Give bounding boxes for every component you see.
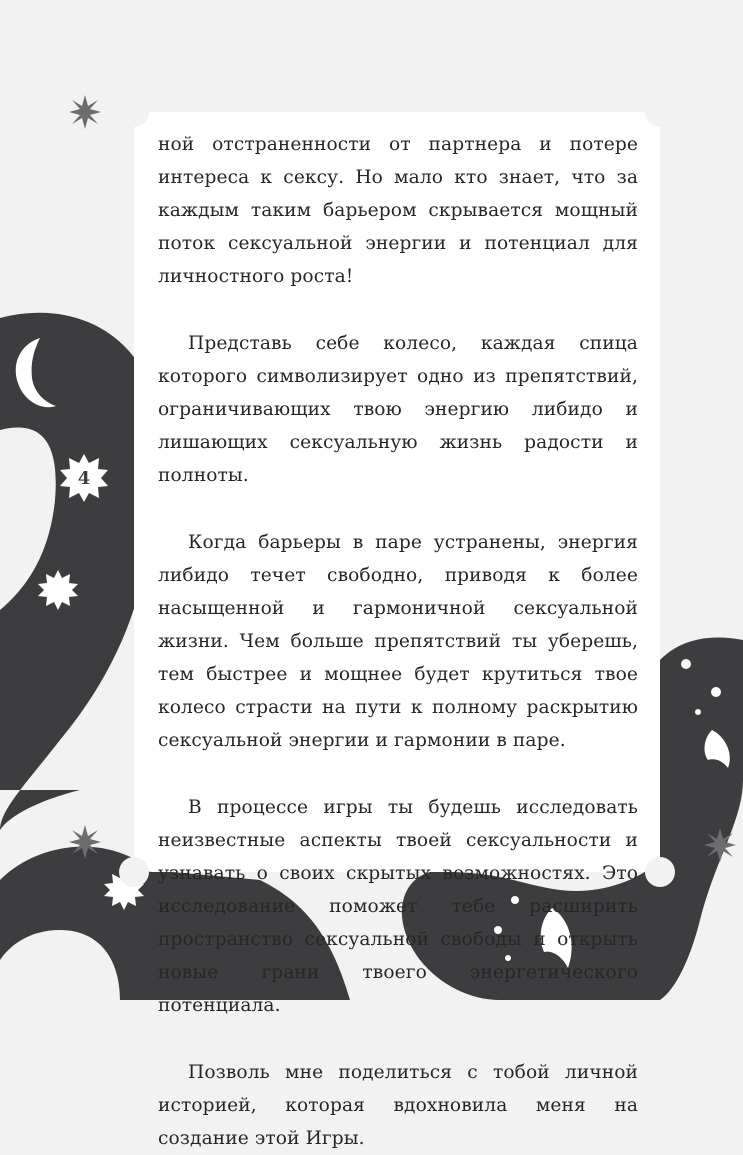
paragraph: Когда барьеры в паре устранены, энергия либидо течет свободно, приводя к более насыщенной и гармоничной сексуальной жизни. Чем больше препятствий ты уберешь, тем быстрее и мощнее будет крутиться твое колесо страсти на пути к полному раскрытию сексуальной энергии и гармонии в паре.: [158, 532, 638, 751]
paragraph: В процессе игры ты будешь исследовать неизвестные аспекты твоей сексуальности и узнавать о своих скрытых возможностях. Это исследование поможет тебе расширить пространство сексуальной свободы и открыть новые грани твоего энергетического потенциала.: [158, 797, 638, 1016]
dot-icon: [695, 709, 701, 715]
page-number: 4: [77, 467, 91, 489]
paragraph: ной отстраненности от партнера и потере интереса к сексу. Но мало кто знает, что за каждым таким барьером скрывается мощный поток сексуальной энергии и потенциал для личностного роста!: [158, 134, 638, 287]
paragraph: Позволь мне поделиться с тобой личной историей, которая вдохновила меня на создание этой Игры.: [158, 1062, 638, 1149]
sparkle-icon: [69, 95, 101, 129]
dot-icon: [681, 659, 691, 669]
card-corner-notch: [645, 97, 675, 127]
card-corner-notch: [119, 97, 149, 127]
dot-icon: [711, 687, 721, 697]
card-corner-notch: [645, 857, 675, 887]
paragraph: Представь себе колесо, каждая спица которого символизирует одно из препятствий, ограничивающих твою энергию либидо и лишающих сексуальную жизнь радости и полноты.: [158, 333, 638, 486]
text-card: [134, 112, 660, 1149]
card-corner-notch: [119, 857, 149, 887]
